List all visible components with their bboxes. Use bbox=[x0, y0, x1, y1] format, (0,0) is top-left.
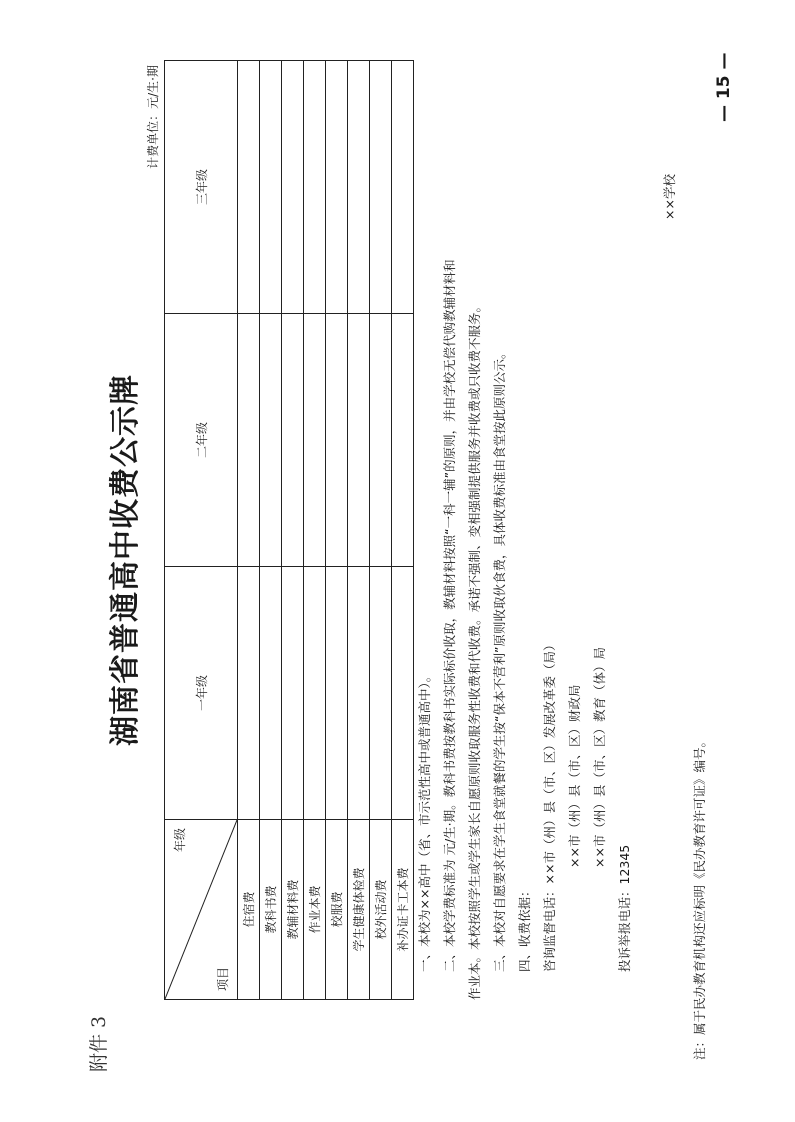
fee-cell bbox=[282, 61, 304, 314]
fee-cell bbox=[238, 567, 260, 820]
fee-item-label: 校外活动费 bbox=[370, 820, 392, 1000]
table-row bbox=[304, 61, 326, 1000]
table-row bbox=[370, 61, 392, 1000]
fee-item-label: 住宿费 bbox=[238, 820, 260, 1000]
fee-cell bbox=[304, 567, 326, 820]
table-row bbox=[238, 61, 260, 1000]
fee-cell bbox=[348, 61, 370, 314]
note-line: 四、收费依据： bbox=[517, 884, 532, 972]
fee-cell bbox=[370, 61, 392, 314]
page-number: — 15 — bbox=[714, 52, 734, 122]
fee-cell bbox=[326, 61, 348, 314]
header-grade-label: 年级 bbox=[173, 828, 187, 853]
footnote: 注：属于民办教育机构还应标明《民办教育许可证》编号。 bbox=[692, 734, 707, 1060]
page-title: 湖南省普通高中收费公示牌 bbox=[108, 374, 143, 746]
table-header-row bbox=[165, 61, 238, 1000]
fee-item-label: 学生健康体检费 bbox=[348, 820, 370, 1000]
fee-cell bbox=[392, 314, 414, 567]
fee-cell bbox=[282, 314, 304, 567]
fee-item-label: 补办证卡工本费 bbox=[392, 820, 414, 1000]
table-row bbox=[392, 61, 414, 1000]
note-line: 三、本校对自愿要求在学生食堂就餐的学生按“保本不营利”原则收取伙食费，具体收费标准由食堂按此原则公示。 bbox=[492, 346, 507, 972]
fee-cell bbox=[348, 567, 370, 820]
fee-item-label: 教科书费 bbox=[260, 820, 282, 1000]
note-line: 一、本校为××高中（省、市示范性高中或普通高中）。 bbox=[417, 669, 432, 972]
fee-item-label: 校服费 bbox=[326, 820, 348, 1000]
attachment-label: 附件 3 bbox=[88, 1015, 110, 1072]
fee-cell bbox=[348, 314, 370, 567]
fee-cell bbox=[392, 61, 414, 314]
fee-cell bbox=[304, 61, 326, 314]
table-row bbox=[326, 61, 348, 1000]
note-line: ××市（州）县（市、区）财政局 bbox=[567, 684, 582, 868]
grade-header: 三年级 bbox=[165, 61, 238, 314]
fee-cell bbox=[370, 314, 392, 567]
fee-cell bbox=[260, 314, 282, 567]
grade-header: 二年级 bbox=[165, 314, 238, 567]
fee-cell bbox=[260, 567, 282, 820]
fee-item-label: 教辅材料费 bbox=[282, 820, 304, 1000]
fee-cell bbox=[304, 314, 326, 567]
grade-header: 一年级 bbox=[165, 567, 238, 820]
table-row bbox=[348, 61, 370, 1000]
fee-cell bbox=[326, 567, 348, 820]
fee-cell bbox=[238, 314, 260, 567]
fee-cell bbox=[370, 567, 392, 820]
note-line: 作业本。本校按照学生或学生家长自愿原则收取服务性收费和代收费。承诺不强制、变相强制提供服务并收费或只收费不服务。 bbox=[467, 299, 482, 1000]
fee-cell bbox=[238, 61, 260, 314]
rotated-notice-board bbox=[100, 60, 720, 1060]
table-row bbox=[260, 61, 282, 1000]
fee-cell bbox=[282, 567, 304, 820]
diagonal-header-cell bbox=[165, 820, 238, 1000]
note-line: 二、本校学费标准为 元/生·期。教科书费按教科书实际标价收取，教辅材料按照“一科一辅”的原则，并由学校无偿代购教辅材料和 bbox=[442, 259, 457, 972]
fee-cell bbox=[392, 567, 414, 820]
fee-table bbox=[164, 60, 414, 1000]
note-line: 咨询监督电话：××市（州）县（市、区）发展改革委（局） bbox=[542, 638, 557, 972]
notes-block bbox=[412, 60, 637, 1000]
unit-note: 计费单位：元/生·期 bbox=[146, 65, 160, 169]
fee-cell bbox=[260, 61, 282, 314]
school-signature: ××学校 bbox=[662, 174, 677, 220]
header-item-label: 项目 bbox=[216, 966, 230, 991]
table-row bbox=[282, 61, 304, 1000]
note-line: ××市（州）县（市、区）教育（体）局 bbox=[592, 647, 607, 868]
note-line: 投诉举报电话：12345 bbox=[617, 844, 632, 972]
fee-item-label: 作业本费 bbox=[304, 820, 326, 1000]
fee-cell bbox=[326, 314, 348, 567]
